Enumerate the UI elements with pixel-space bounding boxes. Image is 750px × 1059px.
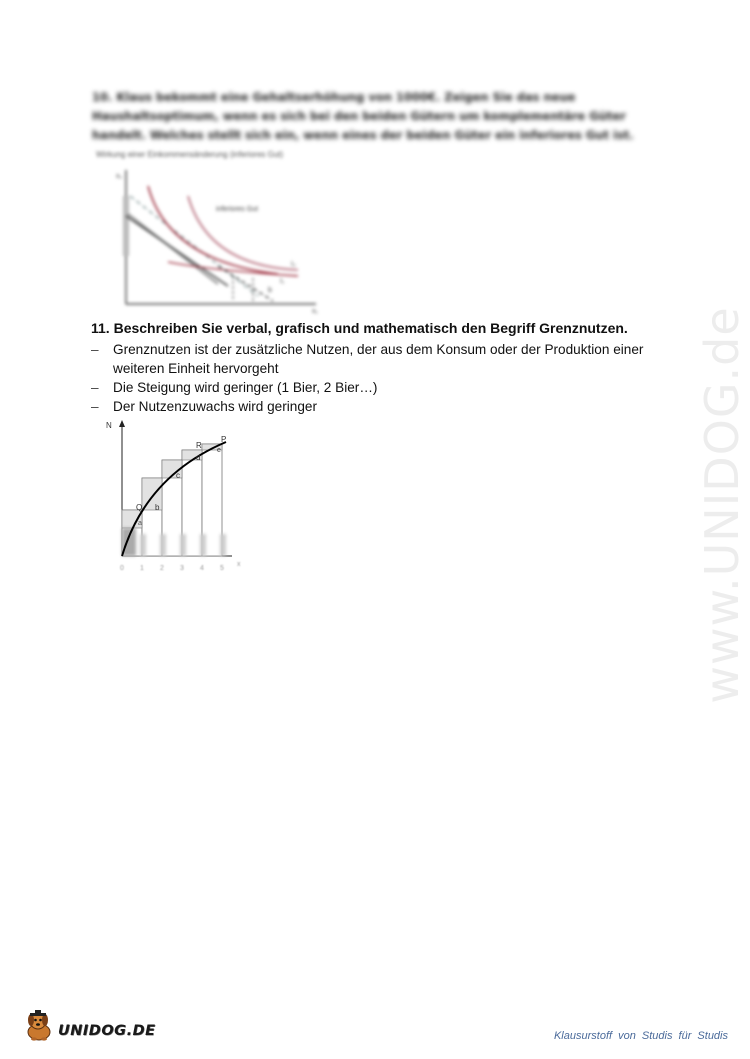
curve-label: I₁ bbox=[280, 278, 285, 285]
logo-text: UNIDOG.DE bbox=[58, 1023, 156, 1039]
x-tick-label: 0 bbox=[120, 565, 124, 572]
curve-label: b bbox=[268, 287, 272, 294]
annotation-label: inferiores Gut bbox=[216, 206, 259, 213]
step-label: d bbox=[196, 453, 201, 462]
question-10-text bbox=[92, 88, 632, 145]
indifference-curve-figure bbox=[108, 166, 338, 316]
question-10-line: 10. Klaus bekommt eine Gehaltserhöhung von 1000€. Zeigen Sie das neue bbox=[92, 90, 576, 104]
x-tick-label: 1 bbox=[140, 565, 144, 572]
y-axis-label: N bbox=[106, 421, 112, 430]
footer-tagline: Klausurstoff von Studis für Studis bbox=[553, 1030, 728, 1042]
x-axis-label: x bbox=[237, 561, 241, 568]
x-tick-label: 2 bbox=[160, 565, 164, 572]
x-tick-label: 3 bbox=[180, 565, 184, 572]
unidog-logo bbox=[22, 1008, 156, 1048]
bullet-list bbox=[91, 340, 691, 416]
figure-caption: Wirkung einer Einkommensänderung (inferiores Gut) bbox=[96, 150, 284, 159]
step-label: a bbox=[138, 520, 142, 527]
curve-label: I₂ bbox=[291, 261, 296, 268]
question-10-line: Haushaltsoptimum, wenn es sich bei den beiden Gütern um komplementäre Güter bbox=[92, 109, 626, 123]
dog-mascot-icon bbox=[22, 1008, 58, 1044]
step-label: b bbox=[155, 503, 160, 512]
point-label: Q bbox=[136, 503, 143, 512]
step-label: c bbox=[176, 471, 180, 480]
bullet-marker: – bbox=[91, 342, 99, 357]
question-11-heading: 11. Beschreiben Sie verbal, grafisch und mathematisch den Begriff Grenznutzen. bbox=[91, 320, 628, 336]
point-label: P bbox=[221, 435, 227, 444]
y-axis-label: x₂ bbox=[116, 173, 123, 180]
watermark: www.UNIDOG.de bbox=[695, 306, 749, 704]
list-item bbox=[91, 340, 691, 378]
bullet-text: Grenznutzen ist der zusätzliche Nutzen, der aus dem Konsum oder der Produktion einer weiteren Einheit hervorgeht bbox=[113, 342, 644, 376]
bullet-marker: – bbox=[91, 380, 99, 395]
list-item bbox=[91, 397, 691, 416]
x-axis-label: x₁ bbox=[312, 308, 318, 315]
x-tick-label: 4 bbox=[200, 565, 204, 572]
bullet-text: Die Steigung wird geringer (1 Bier, 2 Bier…) bbox=[113, 380, 378, 395]
x-tick-label: 5 bbox=[220, 565, 224, 572]
bullet-marker: – bbox=[91, 399, 99, 414]
question-10-line: handelt. Welches stellt sich ein, wenn eines der beiden Güter ein inferiores Gut ist. bbox=[92, 128, 634, 142]
marginal-utility-figure bbox=[96, 416, 256, 576]
list-item bbox=[91, 378, 691, 397]
point-label: R bbox=[196, 441, 202, 450]
bullet-text: Der Nutzenzuwachs wird geringer bbox=[113, 399, 317, 414]
step-label: e bbox=[217, 447, 221, 454]
